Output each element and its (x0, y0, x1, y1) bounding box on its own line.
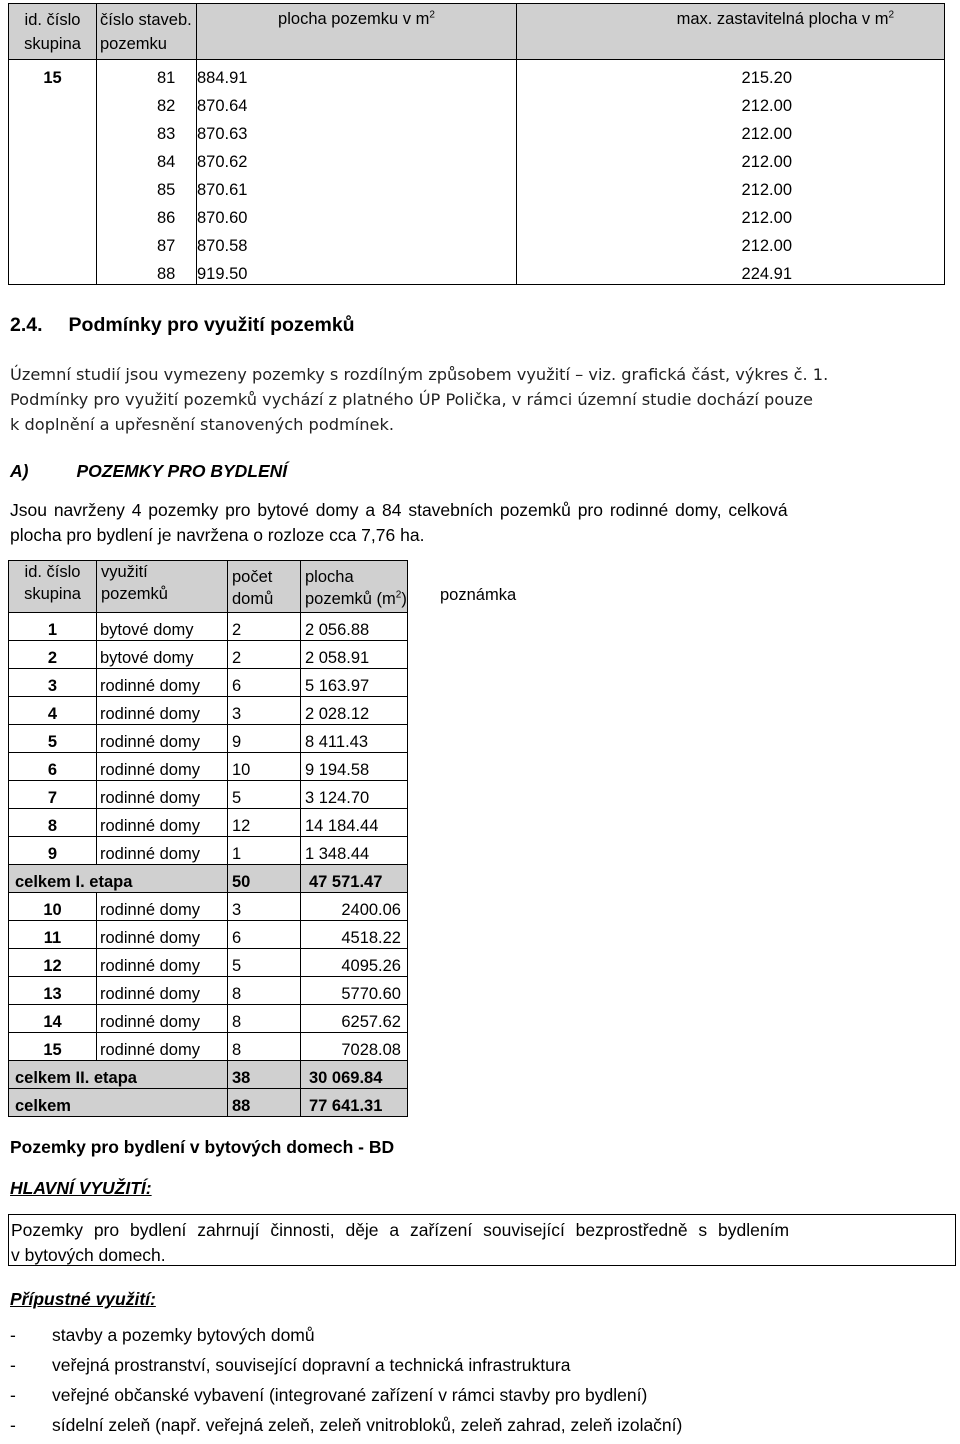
grand-total (9, 1089, 408, 1117)
lot-area: 884.91 (197, 60, 517, 89)
row-use: rodinné domy (97, 809, 228, 837)
header-use: využití pozemků (97, 561, 228, 613)
list-dash: - (10, 1415, 16, 1435)
subtotal-stage-2-label: celkem II. etapa (9, 1061, 228, 1089)
max-built-area: 212.00 (517, 116, 945, 144)
header-lot-number: číslo staveb. pozemku (97, 4, 197, 60)
grand-total-count: 88 (228, 1089, 301, 1117)
lot-table (8, 3, 945, 285)
bd-heading: Pozemky pro bydlení v bytových domech - BD (10, 1137, 395, 1157)
list-dash: - (10, 1325, 16, 1345)
max-built-area: 212.00 (517, 88, 945, 116)
max-built-area: 212.00 (517, 200, 945, 228)
subtotal-stage-2-area: 30 069.84 (301, 1061, 408, 1089)
row-area: 5770.60 (301, 977, 408, 1005)
permitted-heading: Přípustné využití: (10, 1289, 156, 1309)
row-use: bytové domy (97, 613, 228, 641)
row-area: 8 411.43 (301, 725, 408, 753)
row-count: 3 (228, 697, 301, 725)
lot-area: 870.62 (197, 144, 517, 172)
main-use-line2: v bytových domech. (11, 1245, 166, 1265)
housing-row (9, 1005, 408, 1033)
header-group-id: id. číslo skupina (9, 4, 97, 60)
lot-table-header (9, 4, 945, 60)
row-count: 6 (228, 921, 301, 949)
row-count: 1 (228, 837, 301, 865)
group-id (9, 88, 97, 116)
housing-row (9, 1033, 408, 1061)
subtotal-stage-1-area: 47 571.47 (301, 865, 408, 893)
housing-row (9, 669, 408, 697)
lot-number: 83 (97, 116, 197, 144)
intro-paragraph: Územní studií jsou vymezeny pozemky s rozdílným způsobem využití – viz. grafická část, výkres č. 1. Podmínky pro využití pozemků vychází z platného ÚP Polička, v rámci územní studie dochází pouze k doplnění a upřesnění stanovených podmínek. (10, 365, 829, 434)
lot-area: 870.61 (197, 172, 517, 200)
row-use: rodinné domy (97, 1005, 228, 1033)
lot-area: 870.63 (197, 116, 517, 144)
permitted-item-text: veřejné občanské vybavení (integrované zařízení v rámci stavby pro bydlení) (52, 1385, 648, 1405)
row-use: rodinné domy (97, 921, 228, 949)
lot-number: 84 (97, 144, 197, 172)
main-use-box (8, 1214, 956, 1266)
lot-number: 81 (97, 60, 197, 89)
housing-row (9, 613, 408, 641)
row-count: 3 (228, 893, 301, 921)
section-heading: 2.4. Podmínky pro využití pozemků (10, 314, 355, 336)
group-id (9, 172, 97, 200)
group-id (9, 144, 97, 172)
max-built-area: 215.20 (517, 60, 945, 89)
lot-number: 87 (97, 228, 197, 256)
header-lot-area: plocha pozemku v $m^2$ (197, 4, 517, 60)
subsection-heading: A) POZEMKY PRO BYDLENÍ (10, 461, 288, 481)
lot-number: 85 (97, 172, 197, 200)
row-use: rodinné domy (97, 669, 228, 697)
lot-row (9, 88, 945, 116)
row-area: 3 124.70 (301, 781, 408, 809)
housing-row (9, 725, 408, 753)
lot-row (9, 144, 945, 172)
header-area: plocha pozemků $(m^2)$ (301, 561, 408, 613)
housing-table-header (9, 561, 408, 613)
list-dash: - (10, 1355, 16, 1375)
main-use-heading: HLAVNÍ VYUŽITÍ: (10, 1178, 152, 1198)
lot-row (9, 172, 945, 200)
row-area: 2 058.91 (301, 641, 408, 669)
group-id (9, 116, 97, 144)
subtotal-stage-1-count: 50 (228, 865, 301, 893)
row-count: 6 (228, 669, 301, 697)
group-id (9, 200, 97, 228)
lot-row (9, 228, 945, 256)
permitted-item-text: veřejná prostranství, související dopravní a technická infrastruktura (52, 1355, 571, 1375)
lot-row (9, 116, 945, 144)
row-area: 2 028.12 (301, 697, 408, 725)
lot-number: 82 (97, 88, 197, 116)
group-id: 15 (9, 60, 97, 89)
row-id: 13 (9, 977, 97, 1005)
housing-row (9, 809, 408, 837)
row-area: 4095.26 (301, 949, 408, 977)
lot-row (9, 200, 945, 228)
row-count: 5 (228, 949, 301, 977)
lot-area: 870.60 (197, 200, 517, 228)
row-area: 2 056.88 (301, 613, 408, 641)
header-note: poznámka (440, 586, 517, 604)
row-id: 1 (9, 613, 97, 641)
grand-total-area: 77 641.31 (301, 1089, 408, 1117)
row-id: 6 (9, 753, 97, 781)
row-count: 2 (228, 613, 301, 641)
row-area: 7028.08 (301, 1033, 408, 1061)
group-id (9, 228, 97, 256)
lot-area: 870.58 (197, 228, 517, 256)
row-use: rodinné domy (97, 949, 228, 977)
housing-row (9, 921, 408, 949)
row-area: 14 184.44 (301, 809, 408, 837)
max-built-area: 224.91 (517, 256, 945, 285)
row-id: 8 (9, 809, 97, 837)
row-count: 9 (228, 725, 301, 753)
row-use: rodinné domy (97, 781, 228, 809)
housing-row (9, 977, 408, 1005)
housing-paragraph: Jsou navrženy 4 pozemky pro bytové domy a 84 stavebních pozemků pro rodinné domy, celková plocha pro bydlení je navržena o rozloze cca 7,76 ha. (10, 500, 788, 545)
housing-row (9, 753, 408, 781)
row-use: rodinné domy (97, 837, 228, 865)
row-id: 4 (9, 697, 97, 725)
housing-row (9, 641, 408, 669)
row-count: 8 (228, 977, 301, 1005)
row-id: 14 (9, 1005, 97, 1033)
lot-area: 870.64 (197, 88, 517, 116)
row-id: 10 (9, 893, 97, 921)
row-area: 1 348.44 (301, 837, 408, 865)
lot-row (9, 256, 945, 285)
row-count: 2 (228, 641, 301, 669)
row-id: 12 (9, 949, 97, 977)
row-use: rodinné domy (97, 725, 228, 753)
lot-row (9, 60, 945, 89)
lot-number: 88 (97, 256, 197, 285)
subtotal-stage-2-count: 38 (228, 1061, 301, 1089)
row-count: 12 (228, 809, 301, 837)
lot-number: 86 (97, 200, 197, 228)
housing-row (9, 949, 408, 977)
row-id: 2 (9, 641, 97, 669)
housing-row (9, 893, 408, 921)
row-id: 15 (9, 1033, 97, 1061)
permitted-item-text: stavby a pozemky bytových domů (52, 1325, 315, 1345)
row-area: 2400.06 (301, 893, 408, 921)
row-use: rodinné domy (97, 893, 228, 921)
row-area: 5 163.97 (301, 669, 408, 697)
permitted-item-text: sídelní zeleň (např. veřejná zeleň, zeleň vnitrobloků, zeleň zahrad, zeleň izolační) (52, 1415, 683, 1435)
housing-table (8, 560, 408, 1117)
row-area: 6257.62 (301, 1005, 408, 1033)
row-count: 8 (228, 1005, 301, 1033)
row-id: 7 (9, 781, 97, 809)
row-id: 3 (9, 669, 97, 697)
row-count: 8 (228, 1033, 301, 1061)
row-use: rodinné domy (97, 977, 228, 1005)
subtotal-stage-2 (9, 1061, 408, 1089)
subtotal-stage-1-label: celkem I. etapa (9, 865, 228, 893)
row-id: 5 (9, 725, 97, 753)
row-use: bytové domy (97, 641, 228, 669)
row-area: 4518.22 (301, 921, 408, 949)
housing-row (9, 781, 408, 809)
group-id (9, 256, 97, 285)
row-id: 9 (9, 837, 97, 865)
row-count: 5 (228, 781, 301, 809)
housing-row (9, 837, 408, 865)
row-use: rodinné domy (97, 697, 228, 725)
grand-total-label: celkem (9, 1089, 228, 1117)
header-id: id. číslo skupina (9, 561, 97, 613)
lot-area: 919.50 (197, 256, 517, 285)
subtotal-stage-1 (9, 865, 408, 893)
list-dash: - (10, 1385, 16, 1405)
main-use-line1: Pozemky pro bydlení zahrnují činnosti, děje a zařízení související bezprostředně s bydlením (11, 1220, 790, 1240)
row-use: rodinné domy (97, 753, 228, 781)
housing-row (9, 697, 408, 725)
max-built-area: 212.00 (517, 228, 945, 256)
header-max-built-area: max. zastavitelná plocha v $m^2$ (517, 4, 945, 60)
row-id: 11 (9, 921, 97, 949)
header-count: počet domů (228, 561, 301, 613)
row-area: 9 194.58 (301, 753, 408, 781)
row-use: rodinné domy (97, 1033, 228, 1061)
max-built-area: 212.00 (517, 144, 945, 172)
max-built-area: 212.00 (517, 172, 945, 200)
row-count: 10 (228, 753, 301, 781)
